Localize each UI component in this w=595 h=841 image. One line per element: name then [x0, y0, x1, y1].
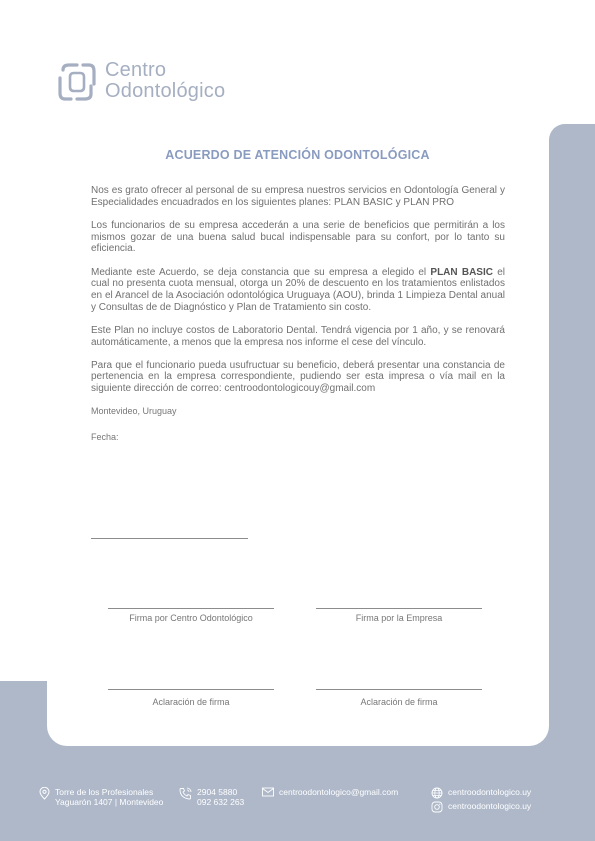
footer-email [262, 787, 398, 797]
paragraph-plan-basic [91, 267, 505, 314]
location-pin-icon [39, 787, 50, 800]
date-label: Fecha: [91, 432, 119, 443]
date-line [91, 538, 248, 539]
website-link[interactable]: centroodontologico.uy [448, 787, 532, 797]
paragraph-validity: Este Plan no incluye costos de Laboratorio Dental. Tendrá vigencia por 1 año, y se renovará automáticamente, a menos que la empresa nos informe el cese del vínculo. [91, 324, 505, 348]
clarification-label-2: Aclaración de firma [360, 697, 438, 707]
footer-web [431, 787, 531, 799]
signature-label-empresa: Firma por la Empresa [355, 613, 443, 623]
clarification-label-1: Aclaración de firma [152, 697, 230, 707]
decorative-side-band [549, 124, 595, 724]
phone-icon [179, 787, 192, 800]
document-title: ACUERDO DE ATENCIÓN ODONTOLÓGICA [165, 148, 430, 162]
address-line-2: Yaguarón 1407 | Montevideo [55, 797, 164, 807]
location-text: Montevideo, Uruguay [91, 406, 177, 417]
clarification-line-1 [108, 689, 274, 690]
footer [0, 784, 595, 814]
instagram-icon [431, 801, 443, 813]
address-line-1: Torre de los Profesionales [55, 787, 154, 797]
paragraph-plan-basic-start: Mediante este Acuerdo, se deja constancia que su empresa a elegido el [91, 266, 431, 278]
logo [57, 60, 237, 104]
instagram-link[interactable]: centroodontologico.uy [448, 801, 532, 811]
phone-number-1[interactable]: 2904 5880 [197, 787, 238, 797]
plan-basic-highlight: PLAN BASIC [430, 266, 493, 278]
footer-address [39, 787, 163, 807]
logo-line-2: Odontológico [105, 80, 226, 102]
footer-phone [179, 787, 244, 807]
paragraph-plans: Nos es grato ofrecer al personal de su empresa nuestros servicios en Odontología General y Especialidades encuadrados en los siguientes planes: PLAN BASIC y PLAN PRO [91, 185, 505, 208]
clarification-line-2 [316, 689, 482, 690]
email-link[interactable]: centroodontologico@gmail.com [279, 787, 399, 797]
globe-icon [431, 787, 443, 799]
logo-text [105, 60, 225, 102]
document-body [91, 185, 505, 455]
paragraph-plan-basic-end: el cual no presenta cuota mensual, otorga un 20% de descuento en los tratamientos enlistados en el Arancel de la Asociación odontológica Uruguaya (AOU), brinda 1 Limpieza Dental anual y Consultas de de Diagnóstico y Plan de Tratamiento sin costo. [91, 266, 506, 313]
footer-instagram [431, 801, 531, 813]
tooth-logo-icon [57, 62, 97, 102]
logo-line-1: Centro [105, 59, 167, 81]
paragraph-benefits: Los funcionarios de su empresa accederán a una serie de beneficios que permitirán a los mismos gozar de una buena salud bucal indispensable para su confort, por lo tanto su eficiencia. [91, 219, 505, 255]
signature-line-empresa [316, 608, 482, 609]
phone-number-2[interactable]: 092 632 263 [197, 797, 245, 807]
envelope-icon [262, 787, 274, 797]
paragraph-usage: Para que el funcionario pueda usufructuar su beneficio, deberá presentar una constancia de pertenencia en la empresa correspondiente, pudiendo ser esta impresa o vía mail en la siguiente dirección de correo: centroodontologicouy@gmail.com [91, 359, 505, 395]
signature-line-centro [108, 608, 274, 609]
signature-label-centro: Firma por Centro Odontológico [129, 613, 253, 623]
